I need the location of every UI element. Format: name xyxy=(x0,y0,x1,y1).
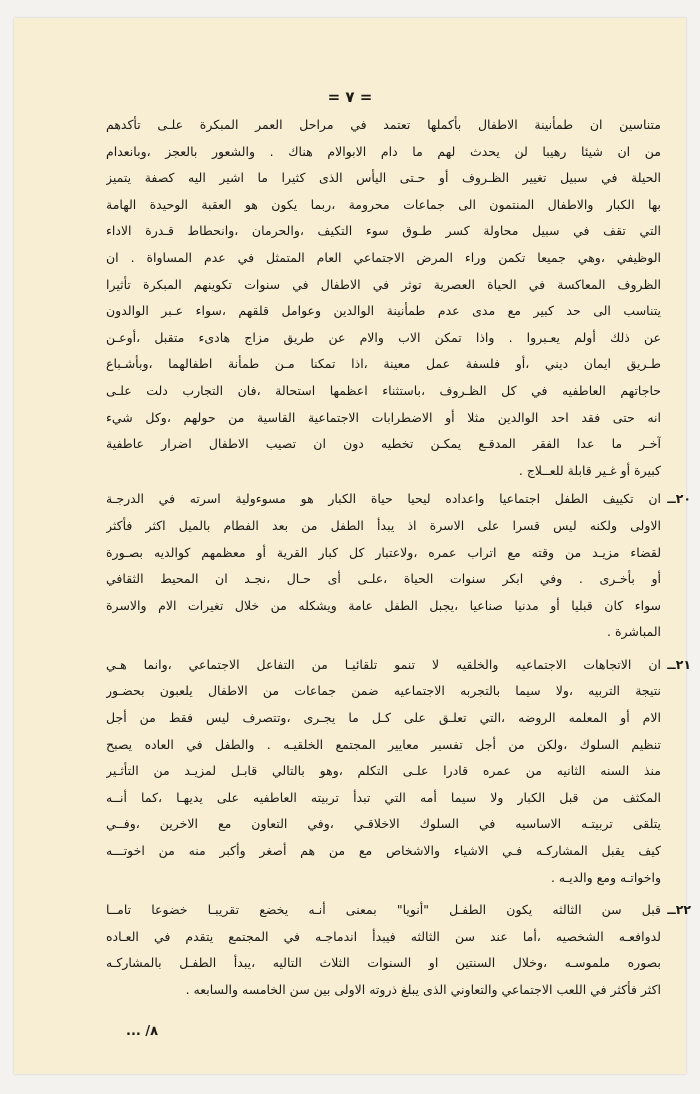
numbered-paragraph-21 xyxy=(106,652,691,891)
text-line: يتلقى تربيتـه الاساسيه في السلوك الاخلاقـي ،وفي التعاون مع الاخرين ،وفــي xyxy=(106,816,661,832)
text-line: سواء كان قبليا أو مدنيا صناعيا ،يجبل الطفل عامة ويشكله من خلال تغيرات الام والاسرة xyxy=(106,597,661,613)
text-line: لقضاء مزيـد من وقته مع اتراب عمره ،ولاعتبار كل كبار القرية أو معظمهم كوالديه بصـورة xyxy=(106,544,661,560)
text-line: تنظيم السلوك ،ولكن من أجل تفسير معايير المجتمع الخلقيـه . والطفل في العاده يصبح xyxy=(106,736,661,752)
text-line: الوظيفي ،وهي جميعا تكمن وراء المرض الاجتماعي العام المتمثل في عدم المساواة . ان xyxy=(106,249,661,265)
numbered-paragraph-22 xyxy=(106,897,691,1003)
paragraph-number: ٢٢ــ xyxy=(667,902,691,918)
text-line: عن ذلك أولم يعـبروا . واذا تمكن الاب والام عن طريق مزاج هادىء متقبل ،أوعـن xyxy=(106,329,661,345)
text-line: بها الكبار والاطفال المنتمون الى جماعات محرومة ،ربما يكون هو العقبة الوحيدة الهامة xyxy=(106,196,661,212)
text-line: الاولى ولكنه ليس قسرا على الاسرة اذ يبدأ الطفل من بعد الفطام بالميل اكثر فأكثر xyxy=(106,517,661,533)
text-line: ان الاتجاهات الاجتماعيه والخلقيه لا تنمو تلقائيـا من التفاعل الاجتماعي ،وانما هـي xyxy=(106,656,661,672)
text-line: الحيلة في سبيل تغيير الظـروف أو حـتى اليأس الذى كثيرا ما اشير اليه كصفة يتميز xyxy=(106,170,661,186)
text-line: متناسين ان طمأنينة الاطفال بأكملها تعتمد في مراحل العمر المبكرة علـى تأكدهم xyxy=(106,117,661,132)
numbered-paragraph-20 xyxy=(106,486,691,646)
text-line: انه حتى فقد احد الوالدين مثلا أو الاضطرابات الاجتماعية القاسية من حولهم ،وكل شيء xyxy=(106,409,661,425)
text-line: نتيجة التربيه ،ولا سيما بالتجربه الاجتماعيه ضمن جماعات من الاطفال يلعبون بحضـور xyxy=(106,683,661,699)
text-line: من ان شيئا رهيبا لن يحدث لهم ما دام الابوالام هناك . والشعور بالعجز ،وبانعدام xyxy=(106,143,661,159)
document-body xyxy=(106,112,691,1004)
text-line: كيف يقبل المشاركـه فـي الاشياء والاشخاص مع من هم أصغر وأكبر منه من اخوتـــه xyxy=(106,843,661,859)
text-line: المباشرة . xyxy=(607,624,661,640)
text-line: يتناسب الى حد كبير مع مدى عدم طمأنينة الوالدين وعوامل قلقهم ،سواء عـبر الوالدون xyxy=(106,303,661,319)
paragraph-number: ٢١ــ xyxy=(667,656,691,672)
text-line: أو بأخـرى . وفي ابكر سنوات الحياة ،علـى أى حـال ،نجـد ان المحيط الثقافي xyxy=(106,571,661,587)
text-line: بصوره ملموسـه ،وخلال السنتين او السنوات الثلاث التاليه ،يبدأ الطفـل بالمشاركـه xyxy=(106,955,661,971)
text-line: ان تكييف الطفل اجتماعيا واعداده ليحيا حياة الكبار هو مسوءولية اسرته في الدرجـة xyxy=(106,491,661,507)
text-line: المكثف من قبل الكبار ولا سيما أمه التي تبدأ تربيته العاطفيه على يديهـا ،كما أنــه xyxy=(106,789,661,805)
intro-paragraph xyxy=(106,112,661,484)
paragraph-number: ٢٠ــ xyxy=(667,491,691,507)
text-line: الظروف المعاكسة في الحياة العصرية توثر في الاطفال في سنوات تكوينهم المبكرة تأثيرا xyxy=(106,276,661,292)
document-page xyxy=(14,18,691,1074)
text-line: التي تقف في سبيل محاولة كسر طـوق سوء التكيف ،والحرمان ،وانحطاط قـدرة الاداء xyxy=(106,223,661,239)
text-line: كبيرة أو غـير قابلة للعــلاج . xyxy=(518,462,661,478)
text-line: طـريق ايمان ديني ،أو فلسفة عمل معينة ،اذا تمكنا مـن طمأنة اطفالهما ،وبأشـباع xyxy=(106,356,661,372)
text-line: حاجاتهم العاطفيه في كل الظـروف ،باستثناء اعظمها استحالة ،فان التجارب دلت علـى xyxy=(106,382,661,398)
text-line: الام أو المعلمه الروضه ،التي تعلـق على كـل ما يجـرى ،وتتصرف ليس فقط من أجل xyxy=(106,710,661,726)
text-line: لدوافعـه الشخصيه ،أما عند سن الثالثه فيبدأ اندماجـه في المجتمع يتقدم في العـاده xyxy=(106,928,661,944)
text-line: آخـر ما عدا الفقر المدقـع يمكـن تخطيه دون ان تصيب الاطفال اضرار عاطفية xyxy=(106,436,661,452)
page-number: = ٧ = xyxy=(327,88,373,106)
text-line: اكثر فأكثر في اللعب الاجتماعي والتعاوني الذى يبلغ ذروته الاولى بين سن الخامسه والسابعه . xyxy=(185,982,661,997)
continuation-marker: ٨/ ... xyxy=(126,1024,159,1039)
text-line: واخواتـه ومع والديـه . xyxy=(550,869,661,885)
text-line: منذ السنه الثانيه من عمره قادرا علـى التكلم ،وهو بالتالي قابـل لمزيـد من التأثـير xyxy=(106,763,661,779)
text-line: قبل سن الثالثه يكون الطفـل "أنويا" بمعنى أنـه يخضع تقريبـا خضوعا تامــا xyxy=(106,902,661,918)
